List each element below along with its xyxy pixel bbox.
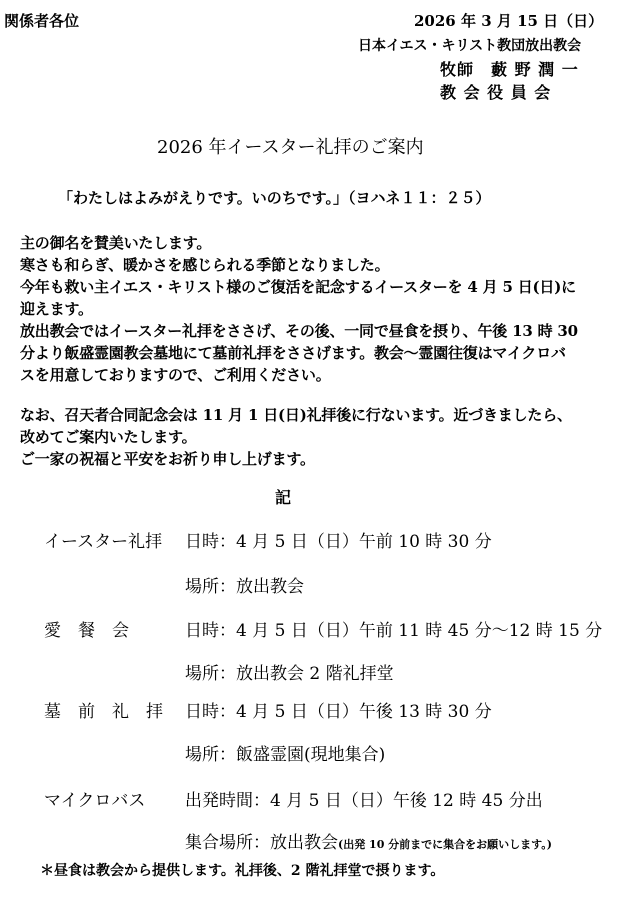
schedule-label-grave: 墓 前 礼 拝 xyxy=(44,702,163,722)
body-line: 迎えます。 xyxy=(20,300,93,318)
ki-heading: 記 xyxy=(275,488,292,507)
organization: 日本イエス・キリスト教団放出教会 xyxy=(358,38,582,54)
body-line: 放出教会ではイースター礼拝をささげ、その後、一同で昼食を摂り、午後 13 時 30 xyxy=(20,322,578,340)
body-line: なお、召天者合同記念会は 11 月 1 日(日)礼拝後に行ないます。近づきましたら、 xyxy=(20,406,572,424)
body-line: 今年も救い主イエス・キリスト様のご復活を記念するイースターを 4 月 5 日(日)に xyxy=(20,278,576,296)
schedule-label-agape: 愛 餐 会 xyxy=(44,621,129,641)
schedule-datetime-grave: 日時：4 月 5 日（日）午後 13 時 30 分 xyxy=(185,702,492,722)
schedule-label-easter: イースター礼拝 xyxy=(44,532,163,552)
schedule-meeting-bus xyxy=(185,828,552,853)
pastor: 牧師 藪 野 潤 一 xyxy=(440,60,579,79)
schedule-place-grave: 場所：飯盛霊園(現地集合) xyxy=(185,745,386,765)
body-line: スを用意しておりますので、ご利用ください。 xyxy=(20,366,331,384)
page-title: 2026 年イースター礼拝のご案内 xyxy=(157,137,424,158)
body-line: 分より飯盛霊園教会墓地にて墓前礼拝をささげます。教会～霊園往復はマイクロバ xyxy=(20,344,566,362)
meeting-note: (出発 10 分前までに集合をお願いします。) xyxy=(338,838,552,851)
schedule-label-bus: マイクロバス xyxy=(44,791,146,811)
body-line: 寒さも和らぎ、暖かさを感じられる季節となりました。 xyxy=(20,256,390,274)
date: 2026 年 3 月 15 日（日） xyxy=(414,12,604,30)
footnote: ＊昼食は教会から提供します。礼拝後、2 階礼拝堂で摂ります。 xyxy=(40,863,445,879)
schedule-datetime-agape: 日時：4 月 5 日（日）午前 11 時 45 分～12 時 15 分 xyxy=(185,621,603,641)
meeting-place: 集合場所：放出教会 xyxy=(185,833,338,853)
body-line: 主の御名を賛美いたします。 xyxy=(20,234,212,252)
body-line: ご一家の祝福と平安をお祈り申し上げます。 xyxy=(20,450,315,468)
body-line: 改めてご案内いたします。 xyxy=(20,428,197,446)
schedule-departure-bus: 出発時間：4 月 5 日（日）午後 12 時 45 分出 xyxy=(185,791,543,811)
officers: 教 会 役 員 会 xyxy=(440,83,552,102)
addressee: 関係者各位 xyxy=(4,12,80,30)
scripture-verse: 「わたしはよみがえりです。いのちです。」（ヨハネ１１：２５） xyxy=(58,189,491,207)
schedule-place-easter: 場所：放出教会 xyxy=(185,577,304,597)
schedule-place-agape: 場所：放出教会 2 階礼拝堂 xyxy=(185,664,394,684)
schedule-datetime-easter: 日時：4 月 5 日（日）午前 10 時 30 分 xyxy=(185,532,492,552)
